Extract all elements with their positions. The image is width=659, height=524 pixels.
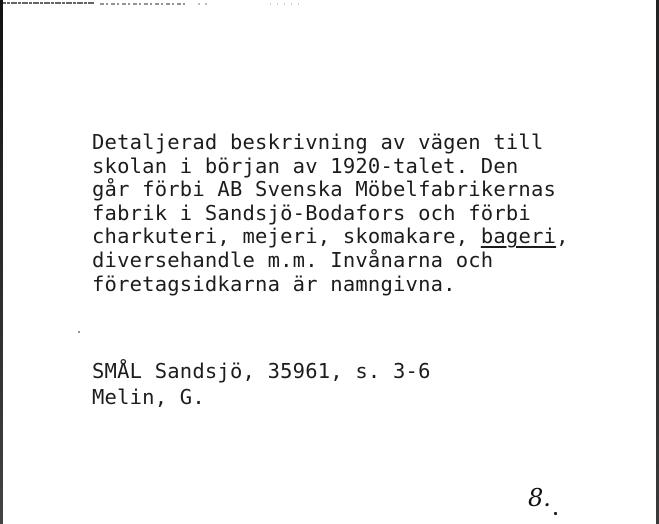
description-line: Detaljerad beskrivning av vägen till [92,130,544,154]
handwritten-page-number: 8. [528,484,551,512]
paper-speck [78,331,80,333]
description-block [92,131,569,296]
line-text-before: charkuteri, mejeri, skomakare, [92,224,481,249]
line-text-after: , [556,224,569,249]
author-name: Melin, G. [92,385,205,409]
underlined-word: bageri [480,224,557,249]
left-edge-scan-border [0,0,3,524]
paper-speck [554,512,557,515]
top-edge-scan-artifact [0,0,659,10]
description-line: fabrik i Sandsjö-Bodafors och förbi [92,200,531,225]
description-line-with-underline [92,225,569,249]
reference-block [92,358,431,410]
description-line: går förbi AB Svenska Möbelfabrikernas [92,177,557,202]
archive-reference: SMÅL Sandsjö, 35961, s. 3-6 [92,359,431,383]
description-line: skolan i början av 1920-talet. Den [92,153,519,178]
description-line: företagsidkarna är namngivna. [92,271,456,296]
description-line: diversehandle m.m. Invånarna och [92,247,494,272]
